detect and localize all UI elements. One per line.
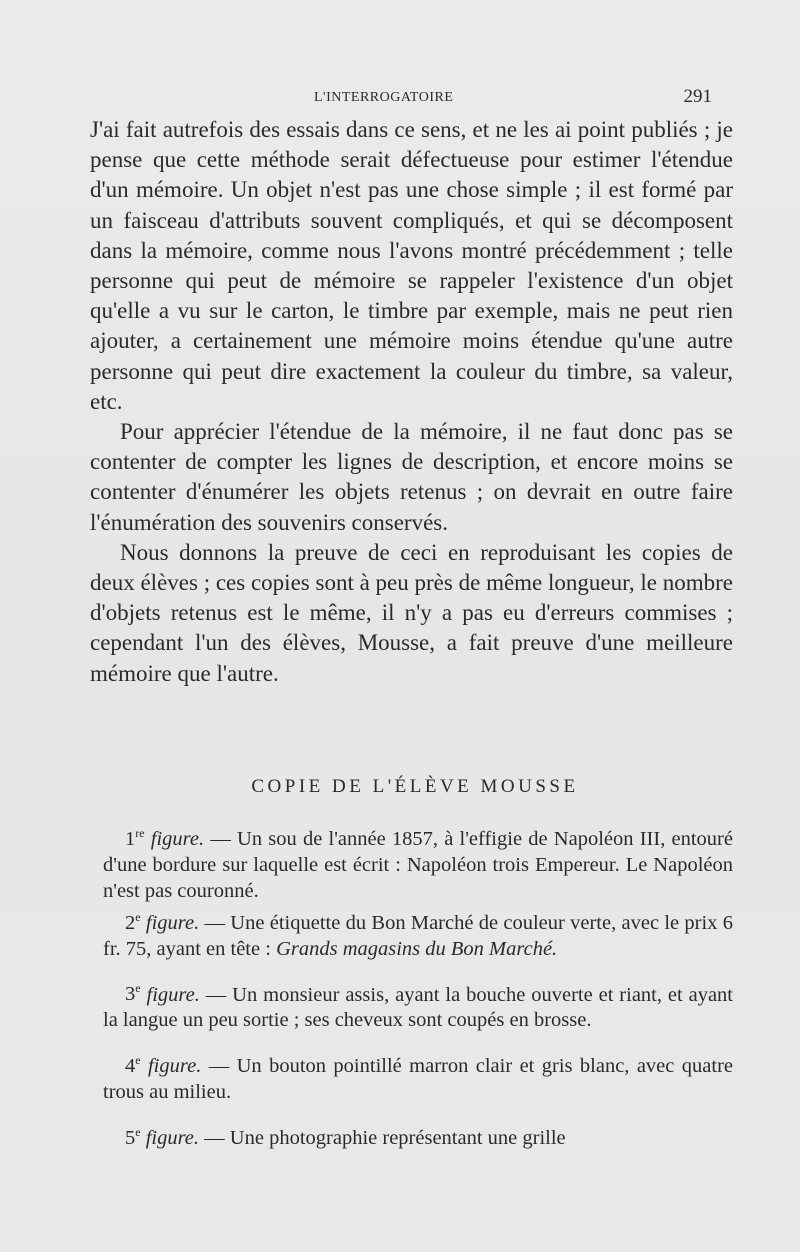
item-number: 1re — [125, 826, 145, 850]
running-head: L'INTERROGATOIRE — [314, 90, 454, 105]
item-label: figure. — [145, 1127, 200, 1150]
figure-list — [103, 820, 733, 1151]
list-item — [103, 976, 733, 1034]
list-item — [103, 1119, 733, 1151]
list-item — [103, 1047, 733, 1105]
item-label: figure. — [145, 911, 200, 934]
item-italic-title: Grands magasins du Bon Marché. — [276, 937, 558, 960]
item-number: 4e — [125, 1053, 141, 1078]
paragraph: Pour apprécier l'étendue de la mémoire, il ne faut donc pas se contenter de compter les lignes de description, et encore moins se contenter d'énumérer les objets retenus ; on devrait en outre faire l'énumération des souvenirs conservés. — [90, 419, 733, 535]
page-number: 291 — [683, 86, 712, 107]
item-label: figure. — [150, 827, 205, 850]
paragraph: Nous donnons la preuve de ceci en reproduisant les copies de deux élèves ; ces copies sont à peu près de même longueur, le nombre d'objets retenus est le même, il n'y a pas eu d'erreurs commises ; cependant l'un des élèves, Mousse, a fait preuve d'une meilleure mémoire que l'autre. — [90, 539, 733, 686]
item-number: 5e — [125, 1125, 141, 1150]
item-text: — Un monsieur assis, ayant la bouche ouverte et riant, et ayant la langue un peu sortie ; ses cheveux sont coupés en brosse. — [103, 983, 734, 1032]
item-number: 3e — [125, 981, 141, 1006]
list-item — [103, 904, 733, 962]
item-label: figure. — [147, 1055, 202, 1078]
item-label: figure. — [146, 983, 200, 1006]
list-item — [103, 820, 733, 904]
item-text: — Une étiquette du Bon Marché de couleur verte, avec le prix 6 fr. 75, ayant en tête : — [103, 911, 733, 960]
page-header — [90, 86, 712, 110]
item-text: — Une photographie représentant une grille — [199, 1127, 566, 1150]
item-number: 2e — [125, 909, 141, 934]
item-text: — Un bouton pointillé marron clair et gris blanc, avec quatre trous au milieu. — [103, 1055, 733, 1104]
section-title: COPIE DE L'ÉLÈVE MOUSSE — [251, 776, 579, 797]
paragraph: J'ai fait autrefois des essais dans ce sens, et ne les ai point publiés ; je pense que cette méthode serait défectueuse pour estimer l'étendue d'un mémoire. Un objet n'est pas une chose simple ; il est formé par un faisceau d'attributs souvent compliqués, et qui se décomposent dans la mémoire, comme nous l'avons montré précédemment ; telle personne qui peut de mémoire se rappeler l'existence d'un objet qu'elle a vu sur le carton, le timbre par exemple, mais ne peut rien ajouter, a certainement une mémoire moins étendue qu'une autre personne qui peut dire exactement la couleur du timbre, sa valeur, etc. — [90, 117, 733, 414]
body-text — [90, 115, 733, 689]
item-text: — Un sou de l'année 1857, à l'effigie de Napoléon III, entouré d'une bordure sur laquelle est écrit : Napoléon trois Empereur. Le Napoléon n'est pas couronné. — [103, 827, 733, 902]
